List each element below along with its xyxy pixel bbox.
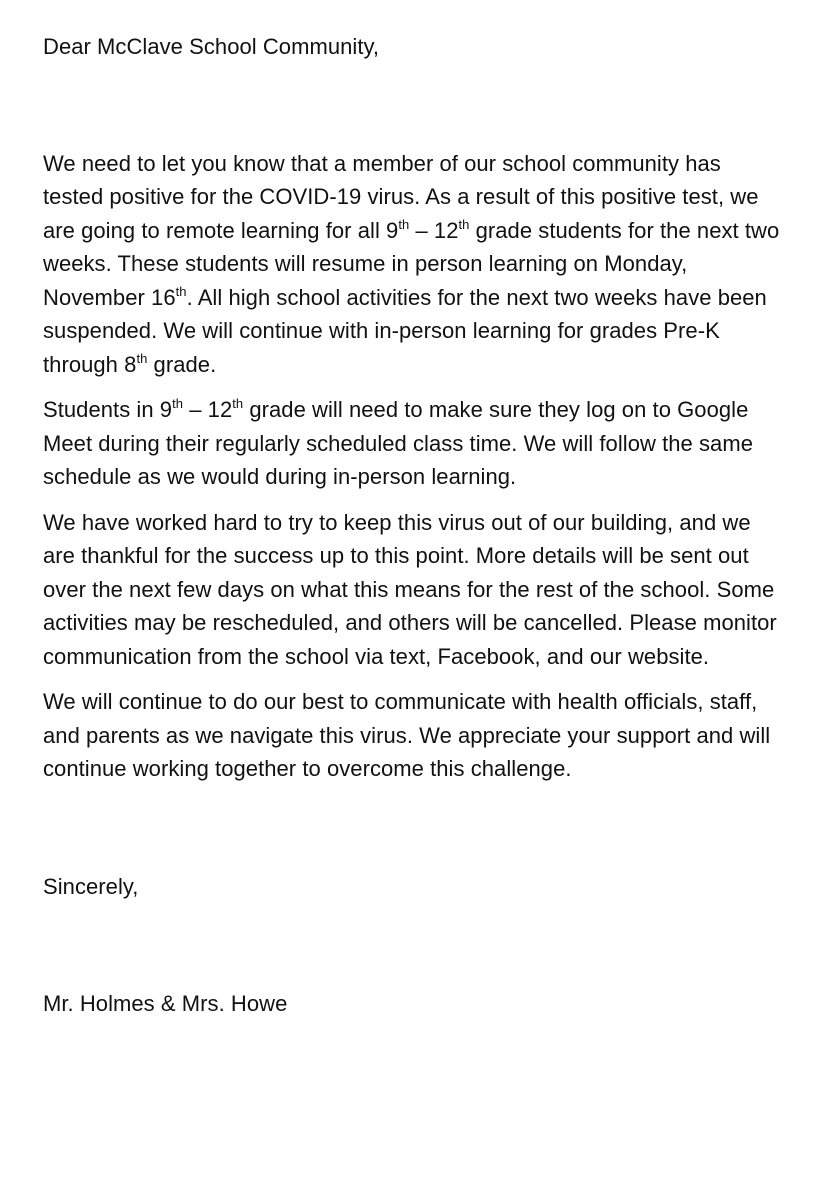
p1-text-d: grade. [147,351,217,377]
paragraph-support: We will continue to do our best to communicate with health officials, staff, and parents as we navigate this virus. We appreciate your support and will continue working together to overcome this challenge. [43,689,771,781]
p1-text-a: We need to let you know that a member of our school community has tested positive for the COVID-19 virus. As a result of this positive test, we are going to remote learning for all [43,150,759,243]
paragraph-google-meet [43,393,783,494]
p1-grade-end: 12 [433,217,459,243]
letter-page [43,30,783,1021]
p2-grade-start: 9 [159,397,173,422]
p1-grade-start: 9 [386,217,399,243]
p2-ordinal-suffix: th [172,396,184,411]
p1-ordinal-suffix: th [136,350,148,366]
signature: Mr. Holmes & Mrs. Howe [43,991,288,1016]
p1-ordinal-suffix: th [175,283,187,299]
p2-text-a: Students in [43,397,160,422]
p1-dash: – [409,217,434,243]
paragraph-details: We have worked hard to try to keep this virus out of our building, and we are thankful for the success up to this point. More details will be sent out over the next few days on what this means for the rest of the school. Some activities may be rescheduled, and others will be cancelled. Please monitor communication from the school via text, Facebook, and our website. [43,509,777,669]
p1-grade-8: 8 [124,351,137,377]
p1-ordinal-suffix: th [398,216,410,232]
p2-ordinal-suffix: th [232,396,244,411]
p1-resume-day: 16 [151,284,176,310]
p1-text-c: . All high school activities for the next two weeks have been suspended. We will continue with in-person learning for grades Pre-K through [43,284,767,377]
p1-text-b: grade students for the next two weeks. These students will resume in person learning on Monday, November [43,217,780,310]
greeting: Dear McClave School Community, [43,34,380,59]
paragraph-remote-learning [43,147,783,382]
p2-grade-end: 12 [207,397,233,422]
p2-text-b: grade will need to make sure they log on to Google Meet during their regularly scheduled class time. We will follow the same schedule as we would during in-person learning. [43,397,753,489]
p2-dash: – [183,397,208,422]
closing: Sincerely, [43,873,139,899]
p1-ordinal-suffix: th [458,216,470,232]
